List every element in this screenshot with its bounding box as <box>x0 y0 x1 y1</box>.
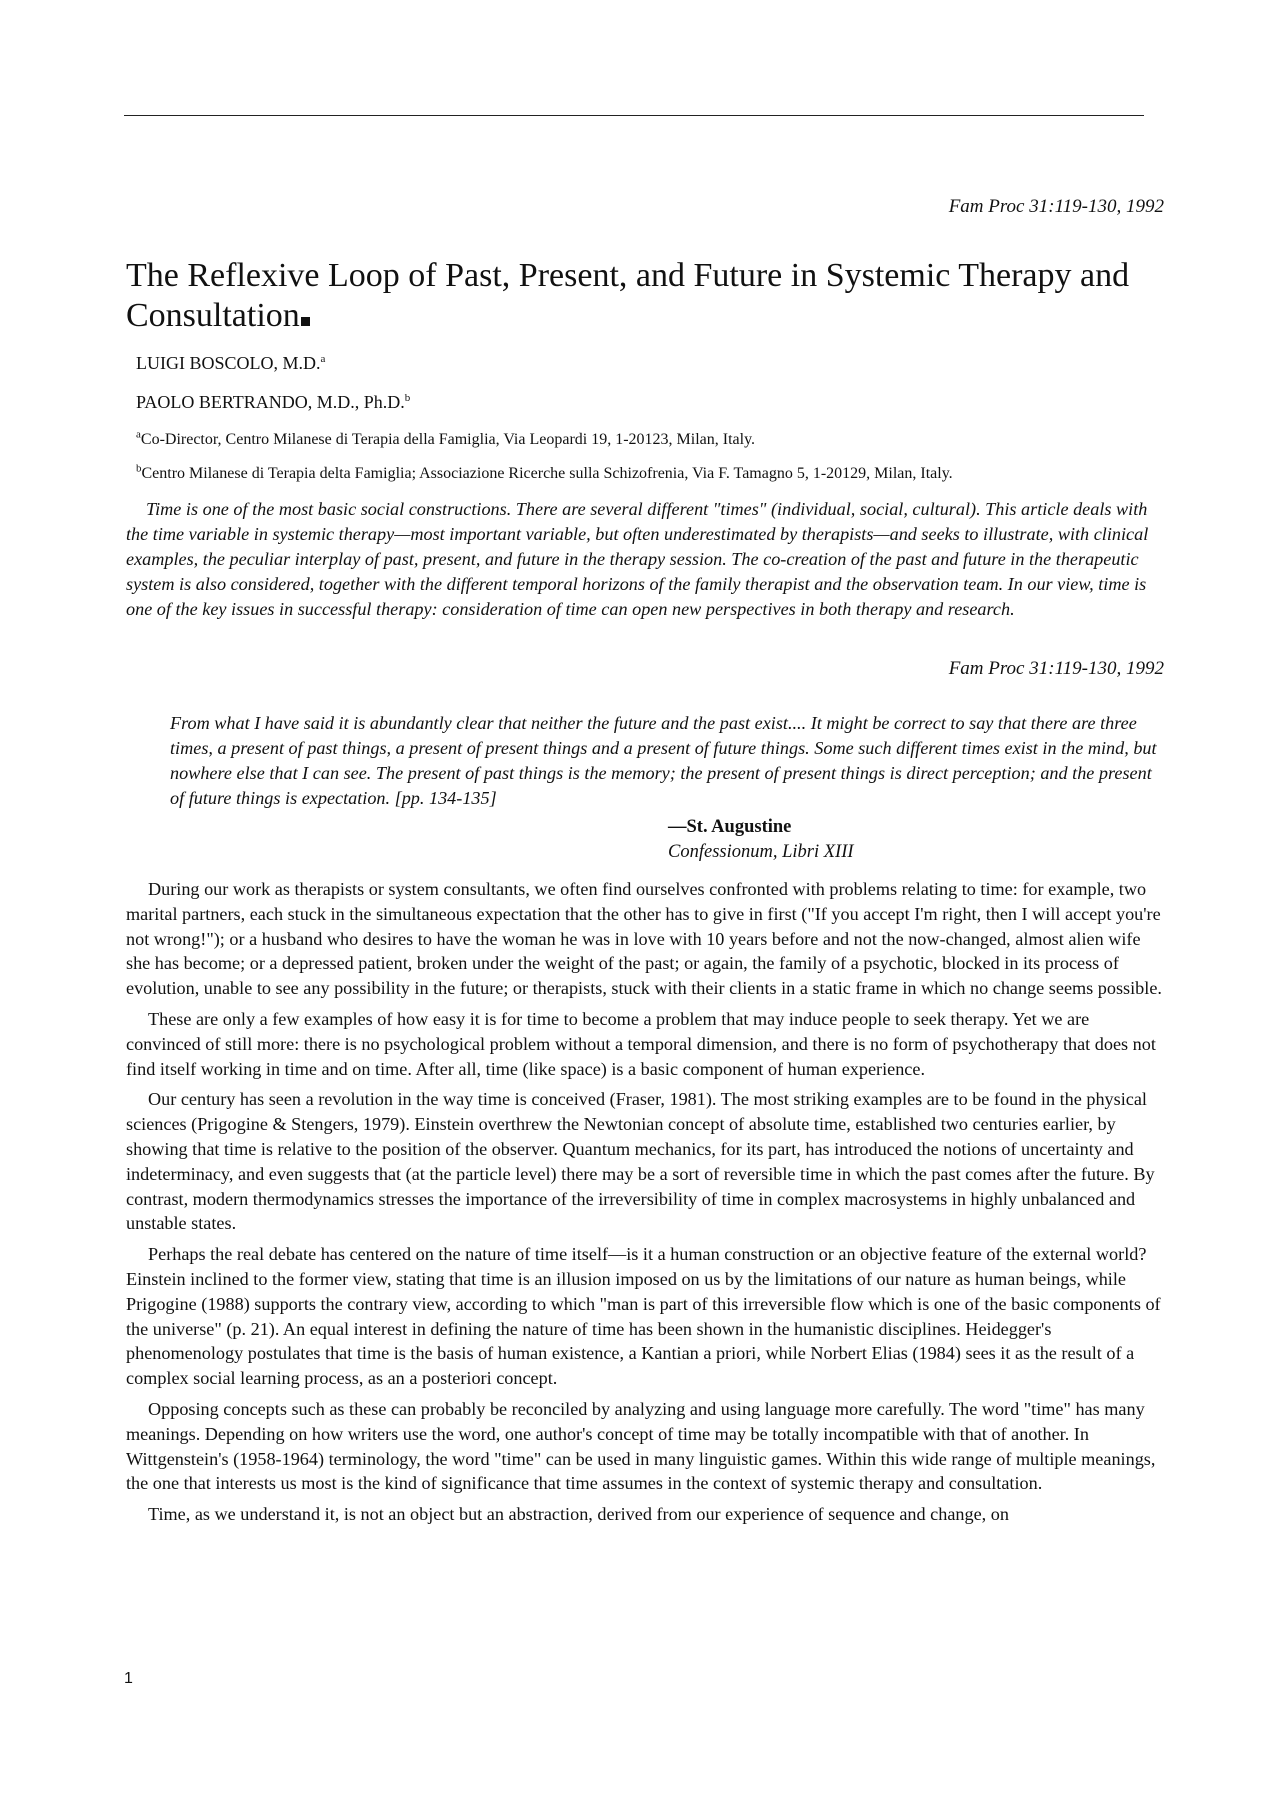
epigraph-source: Confessionum, Libri XIII <box>668 842 854 862</box>
body-paragraph: These are only a few examples of how easy it is for time to become a problem that may induce people to seek therapy. Yet we are convinced of still more: there is no psychological problem without a temporal dimension, and there is no form of psychotherapy that does not find itself working in time and on time. After all, time (like space) is a basic component of human experience. <box>126 1008 1156 1079</box>
article-title <box>126 256 1166 336</box>
body-paragraph: Our century has seen a revolution in the way time is conceived (Fraser, 1981). The most striking examples are to be found in the physical sciences (Prigogine & Stengers, 1979). Einstein overthrew the Newtonian concept of absolute time, established two centuries earlier, by showing that time is relative to the position of the observer. Quantum mechanics, for its part, has introduced the notions of uncertainty and indeterminacy, and even suggests that (at the particle level) there may be a sort of reversible time in which the past comes after the future. By contrast, modern thermodynamics stresses the importance of the irreversibility of time in complex macrosystems in highly unbalanced and unstable states. <box>126 1089 1155 1234</box>
affiliation-1 <box>136 428 1136 449</box>
body-paragraph: Time, as we understand it, is not an object but an abstraction, derived from our experience of sequence and change, on <box>148 1504 1009 1525</box>
abstract-citation: Fam Proc 31:119-130, 1992 <box>948 658 1164 679</box>
affiliation-2 <box>136 462 1136 483</box>
affiliation-2-text: Centro Milanese di Terapia delta Famiglia; Associazione Ricerche sulla Schizofrenia, Via F. Tamagno 5, 1-20129, Milan, Italy. <box>141 465 953 482</box>
author-2-mark: b <box>404 392 411 404</box>
affiliation-2-mark: b <box>136 462 142 475</box>
journal-citation: Fam Proc 31:119-130, 1992 <box>948 196 1164 217</box>
author-1-name: LUIGI BOSCOLO, M.D. <box>136 353 321 373</box>
body-paragraph: Opposing concepts such as these can probably be reconciled by analyzing and using language more carefully. The word "time" has many meanings. Depending on how writers use the word, one author's concept of time may be totally incompatible with that of another. In Wittgenstein's (1958-1964) terminology, the word "time" can be used in many linguistic games. Within this wide range of multiple meanings, the one that interests us most is the kind of significance that time assumes in the context of systemic therapy and consultation. <box>126 1398 1156 1494</box>
body-paragraph: During our work as therapists or system consultants, we often find ourselves confronted with problems relating to time: for example, two marital partners, each stuck in the simultaneous expectation that the other has to give in first ("If you accept I'm right, then I will accept you're not wrong!"); or a husband who desires to have the woman he was in love with 10 years before and not the now-changed, almost alien wife she has become; or a depressed patient, broken under the weight of the past; or again, the family of a psychotic, blocked in its process of evolution, unable to see any possibility in the future; or therapists, stuck with their clients in a static frame in which no change seems possible. <box>126 879 1162 999</box>
affiliation-1-text: Co-Director, Centro Milanese di Terapia della Famiglia, Via Leopardi 19, 1-20123, Milan, Italy. <box>140 431 756 448</box>
abstract: Time is one of the most basic social constructions. There are several different "times" (individual, social, cultural). This article deals with the time variable in systemic therapy—most important variable, but often underestimated by therapists—and seeks to illustrate, with clinical examples, the peculiar interplay of past, present, and future in the therapy session. The co-creation of the past and future in the therapeutic system is also considered, together with the different temporal horizons of the family therapist and the observation team. In our view, time is one of the key issues in successful therapy: consideration of time can open new perspectives in both therapy and research. <box>126 499 1149 619</box>
author-1 <box>136 353 325 374</box>
epigraph-quote: From what I have said it is abundantly clear that neither the future and the past exist.... It might be correct to say that there are three times, a present of past things, a present of present things and a present of future things. Some such different times exist in the mind, but nowhere else that I can see. The present of past things is the memory; the present of present things is direct perception; and the present of future things is expectation. [pp. 134-135] <box>170 713 1157 808</box>
author-2-name: PAOLO BERTRANDO, M.D., Ph.D. <box>136 392 405 412</box>
body-paragraph: Perhaps the real debate has centered on the nature of time itself—is it a human construction or an objective feature of the external world? Einstein inclined to the former view, stating that time is an illusion imposed on us by the limitations of our nature as human beings, while Prigogine (1988) supports the contrary view, according to which "man is part of this irreversible flow which is one of the basic components of the universe" (p. 21). An equal interest in defining the nature of time has been shown in the humanistic disciplines. Heidegger's phenomenology postulates that time is the basis of human existence, a Kantian a priori, while Norbert Elias (1984) sees it as the result of a complex social learning process, as an a posteriori concept. <box>126 1244 1161 1389</box>
page-number: 1 <box>124 1670 133 1687</box>
author-2 <box>136 392 410 413</box>
affiliation-1-mark: a <box>136 428 141 441</box>
author-1-mark: a <box>320 353 326 365</box>
epigraph-author: —St. Augustine <box>668 817 792 837</box>
header-rule <box>124 115 1144 116</box>
article-body <box>126 877 1166 1533</box>
article-title-text: The Reflexive Loop of Past, Present, and Future in Systemic Therapy and Consultation <box>126 257 1130 334</box>
title-footnote-marker <box>301 317 310 326</box>
